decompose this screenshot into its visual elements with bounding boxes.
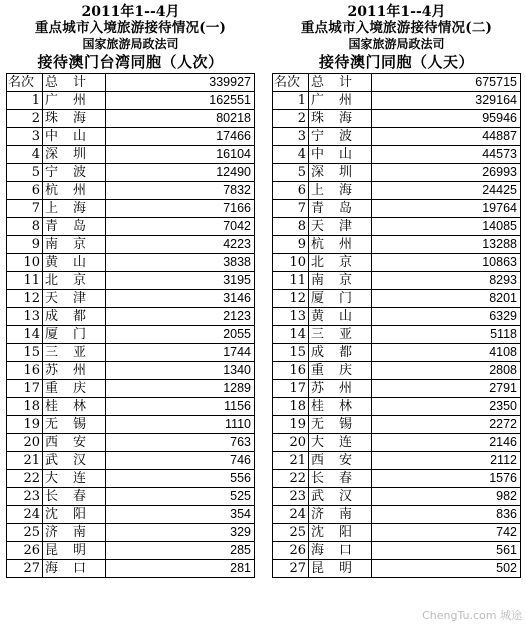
rank-cell: 13 (7, 308, 43, 326)
table-row (273, 362, 521, 380)
city-cell: 桂 林 (43, 398, 106, 416)
rank-cell: 9 (273, 236, 309, 254)
rank-cell: 5 (273, 164, 309, 182)
city-cell: 珠 海 (309, 110, 372, 128)
total-value: 339927 (106, 74, 255, 92)
value-cell: 17466 (106, 128, 255, 146)
city-cell: 苏 州 (309, 380, 372, 398)
city-cell: 海 口 (309, 542, 372, 560)
value-cell: 2350 (372, 398, 521, 416)
value-cell: 2055 (106, 326, 255, 344)
value-cell: 556 (106, 470, 255, 488)
table-row (273, 308, 521, 326)
city-cell: 沈 阳 (43, 506, 106, 524)
main-title: 重点城市入境旅游接待情况(一) (34, 20, 227, 36)
city-cell: 西 安 (43, 434, 106, 452)
city-cell: 杭 州 (43, 182, 106, 200)
table-row (7, 326, 255, 344)
rank-cell: 18 (273, 398, 309, 416)
city-cell: 海 口 (43, 560, 106, 578)
value-cell: 285 (106, 542, 255, 560)
rank-cell: 27 (7, 560, 43, 578)
table-row (7, 416, 255, 434)
period-title: 2011年1--4月 (347, 4, 446, 20)
rank-cell: 21 (273, 452, 309, 470)
city-cell: 成 都 (43, 308, 106, 326)
value-cell: 982 (372, 488, 521, 506)
table-row (273, 524, 521, 542)
table-row (273, 560, 521, 578)
rank-cell: 4 (7, 146, 43, 164)
value-cell: 3146 (106, 290, 255, 308)
city-cell: 北 京 (43, 272, 106, 290)
rank-cell: 6 (7, 182, 43, 200)
rank-cell: 14 (273, 326, 309, 344)
table-row (273, 272, 521, 290)
rank-cell: 1 (7, 92, 43, 110)
value-cell: 24425 (372, 182, 521, 200)
value-cell: 2112 (372, 452, 521, 470)
table-row (273, 128, 521, 146)
city-cell: 武 汉 (43, 452, 106, 470)
rank-cell: 2 (273, 110, 309, 128)
table-header-row (7, 74, 255, 92)
table-row (273, 92, 521, 110)
table-row (273, 542, 521, 560)
value-cell: 4223 (106, 236, 255, 254)
rank-cell: 15 (7, 344, 43, 362)
table-row (273, 218, 521, 236)
city-cell: 广 州 (309, 92, 372, 110)
rank-cell: 12 (273, 290, 309, 308)
total-value: 675715 (372, 74, 521, 92)
value-cell: 836 (372, 506, 521, 524)
value-cell: 6329 (372, 308, 521, 326)
value-cell: 2272 (372, 416, 521, 434)
table-subtitle: 接待澳门同胞（人天） (318, 53, 474, 71)
city-cell: 厦 门 (43, 326, 106, 344)
value-cell: 44573 (372, 146, 521, 164)
table-row (7, 272, 255, 290)
city-cell: 南 京 (43, 236, 106, 254)
city-cell: 深 圳 (309, 164, 372, 182)
city-cell: 南 京 (309, 272, 372, 290)
rank-cell: 2 (7, 110, 43, 128)
watermark: ChengTu.com 城途 (422, 609, 522, 622)
table-row (7, 488, 255, 506)
table-row (7, 344, 255, 362)
rank-cell: 11 (273, 272, 309, 290)
city-cell: 北 京 (309, 254, 372, 272)
right-table-panel (272, 4, 521, 578)
city-cell: 黄 山 (309, 308, 372, 326)
rank-cell: 14 (7, 326, 43, 344)
ranking-table (272, 73, 521, 578)
value-cell: 3838 (106, 254, 255, 272)
rank-cell: 7 (7, 200, 43, 218)
value-cell: 16104 (106, 146, 255, 164)
city-cell: 桂 林 (309, 398, 372, 416)
rank-cell: 20 (7, 434, 43, 452)
rank-cell: 10 (273, 254, 309, 272)
table-row (273, 434, 521, 452)
value-cell: 763 (106, 434, 255, 452)
city-cell: 三 亚 (309, 326, 372, 344)
city-cell: 成 都 (309, 344, 372, 362)
value-cell: 26993 (372, 164, 521, 182)
table-row (7, 290, 255, 308)
city-cell: 重 庆 (43, 380, 106, 398)
table-row (7, 434, 255, 452)
table-row (273, 416, 521, 434)
rank-cell: 16 (7, 362, 43, 380)
rank-cell: 26 (273, 542, 309, 560)
rank-cell: 15 (273, 344, 309, 362)
rank-cell: 19 (7, 416, 43, 434)
value-cell: 2791 (372, 380, 521, 398)
rank-cell: 17 (273, 380, 309, 398)
city-cell: 济 南 (309, 506, 372, 524)
value-cell: 1289 (106, 380, 255, 398)
value-cell: 95946 (372, 110, 521, 128)
table-row (7, 380, 255, 398)
table-row (7, 524, 255, 542)
city-cell: 中 山 (309, 146, 372, 164)
total-label: 总 计 (43, 74, 106, 92)
value-cell: 746 (106, 452, 255, 470)
value-cell: 3195 (106, 272, 255, 290)
city-cell: 天 津 (43, 290, 106, 308)
table-row (7, 254, 255, 272)
value-cell: 329 (106, 524, 255, 542)
rank-cell: 8 (7, 218, 43, 236)
rank-header: 名次 (7, 74, 43, 92)
value-cell: 8201 (372, 290, 521, 308)
rank-cell: 25 (7, 524, 43, 542)
rank-cell: 8 (273, 218, 309, 236)
rank-cell: 7 (273, 200, 309, 218)
rank-cell: 17 (7, 380, 43, 398)
rank-cell: 12 (7, 290, 43, 308)
ranking-table (6, 73, 255, 578)
table-row (273, 398, 521, 416)
value-cell: 1156 (106, 398, 255, 416)
table-row (7, 470, 255, 488)
value-cell: 12490 (106, 164, 255, 182)
table-row (273, 506, 521, 524)
table-row (7, 92, 255, 110)
value-cell: 525 (106, 488, 255, 506)
city-cell: 珠 海 (43, 110, 106, 128)
city-cell: 宁 波 (43, 164, 106, 182)
rank-cell: 19 (273, 416, 309, 434)
value-cell: 1576 (372, 470, 521, 488)
rank-cell: 20 (273, 434, 309, 452)
city-cell: 昆 明 (43, 542, 106, 560)
table-row (273, 164, 521, 182)
city-cell: 中 山 (43, 128, 106, 146)
city-cell: 无 锡 (43, 416, 106, 434)
rank-cell: 24 (7, 506, 43, 524)
rank-cell: 21 (7, 452, 43, 470)
table-row (7, 236, 255, 254)
value-cell: 14085 (372, 218, 521, 236)
table-row (273, 146, 521, 164)
value-cell: 2146 (372, 434, 521, 452)
source-line: 国家旅游局政法司 (348, 37, 445, 51)
rank-cell: 26 (7, 542, 43, 560)
city-cell: 上 海 (43, 200, 106, 218)
value-cell: 4108 (372, 344, 521, 362)
table-row (7, 398, 255, 416)
city-cell: 长 春 (43, 488, 106, 506)
value-cell: 1744 (106, 344, 255, 362)
table-row (7, 452, 255, 470)
rank-cell: 3 (7, 128, 43, 146)
ranking-table-body (273, 74, 521, 578)
table-row (7, 560, 255, 578)
table-row (7, 146, 255, 164)
table-subtitle: 接待澳门台湾同胞（人次） (37, 53, 224, 71)
value-cell: 1110 (106, 416, 255, 434)
rank-cell: 22 (273, 470, 309, 488)
rank-cell: 18 (7, 398, 43, 416)
table-row (7, 110, 255, 128)
city-cell: 黄 山 (43, 254, 106, 272)
value-cell: 13288 (372, 236, 521, 254)
rank-cell: 22 (7, 470, 43, 488)
table-row (273, 254, 521, 272)
city-cell: 广 州 (43, 92, 106, 110)
rank-cell: 3 (273, 128, 309, 146)
table-row (7, 182, 255, 200)
rank-header: 名次 (273, 74, 309, 92)
city-cell: 厦 门 (309, 290, 372, 308)
table-row (7, 164, 255, 182)
rank-cell: 16 (273, 362, 309, 380)
source-line: 国家旅游局政法司 (82, 37, 179, 51)
rank-cell: 23 (7, 488, 43, 506)
value-cell: 7166 (106, 200, 255, 218)
value-cell: 162551 (106, 92, 255, 110)
city-cell: 大 连 (309, 434, 372, 452)
table-row (273, 200, 521, 218)
main-title: 重点城市入境旅游接待情况(二) (300, 20, 493, 36)
value-cell: 354 (106, 506, 255, 524)
table-row (273, 290, 521, 308)
value-cell: 561 (372, 542, 521, 560)
city-cell: 苏 州 (43, 362, 106, 380)
city-cell: 沈 阳 (309, 524, 372, 542)
rank-cell: 25 (273, 524, 309, 542)
left-table-panel (6, 4, 255, 578)
city-cell: 济 南 (43, 524, 106, 542)
city-cell: 青 岛 (309, 200, 372, 218)
table-row (273, 470, 521, 488)
table-row (7, 308, 255, 326)
value-cell: 8293 (372, 272, 521, 290)
value-cell: 742 (372, 524, 521, 542)
table-header-row (273, 74, 521, 92)
table-row (7, 542, 255, 560)
rank-cell: 10 (7, 254, 43, 272)
rank-cell: 13 (273, 308, 309, 326)
rank-cell: 4 (273, 146, 309, 164)
value-cell: 502 (372, 560, 521, 578)
rank-cell: 27 (273, 560, 309, 578)
rank-cell: 23 (273, 488, 309, 506)
value-cell: 2808 (372, 362, 521, 380)
rank-cell: 9 (7, 236, 43, 254)
rank-cell: 1 (273, 92, 309, 110)
city-cell: 深 圳 (43, 146, 106, 164)
city-cell: 大 连 (43, 470, 106, 488)
city-cell: 长 春 (309, 470, 372, 488)
city-cell: 重 庆 (309, 362, 372, 380)
value-cell: 44887 (372, 128, 521, 146)
table-row (273, 236, 521, 254)
value-cell: 329164 (372, 92, 521, 110)
table-row (7, 200, 255, 218)
value-cell: 19764 (372, 200, 521, 218)
rank-cell: 24 (273, 506, 309, 524)
rank-cell: 5 (7, 164, 43, 182)
city-cell: 杭 州 (309, 236, 372, 254)
city-cell: 无 锡 (309, 416, 372, 434)
value-cell: 5118 (372, 326, 521, 344)
table-row (273, 488, 521, 506)
rank-cell: 6 (273, 182, 309, 200)
city-cell: 昆 明 (309, 560, 372, 578)
table-row (7, 128, 255, 146)
value-cell: 10863 (372, 254, 521, 272)
city-cell: 天 津 (309, 218, 372, 236)
city-cell: 三 亚 (43, 344, 106, 362)
table-row (273, 326, 521, 344)
table-row (7, 362, 255, 380)
table-row (7, 218, 255, 236)
value-cell: 80218 (106, 110, 255, 128)
table-row (273, 344, 521, 362)
city-cell: 西 安 (309, 452, 372, 470)
table-row (273, 380, 521, 398)
table-row (273, 452, 521, 470)
city-cell: 青 岛 (43, 218, 106, 236)
rank-cell: 11 (7, 272, 43, 290)
value-cell: 281 (106, 560, 255, 578)
value-cell: 7042 (106, 218, 255, 236)
table-row (273, 110, 521, 128)
ranking-table-body (7, 74, 255, 578)
city-cell: 上 海 (309, 182, 372, 200)
city-cell: 宁 波 (309, 128, 372, 146)
value-cell: 7832 (106, 182, 255, 200)
total-label: 总 计 (309, 74, 372, 92)
city-cell: 武 汉 (309, 488, 372, 506)
value-cell: 2123 (106, 308, 255, 326)
period-title: 2011年1--4月 (81, 4, 180, 20)
table-row (273, 182, 521, 200)
table-row (7, 506, 255, 524)
value-cell: 1340 (106, 362, 255, 380)
